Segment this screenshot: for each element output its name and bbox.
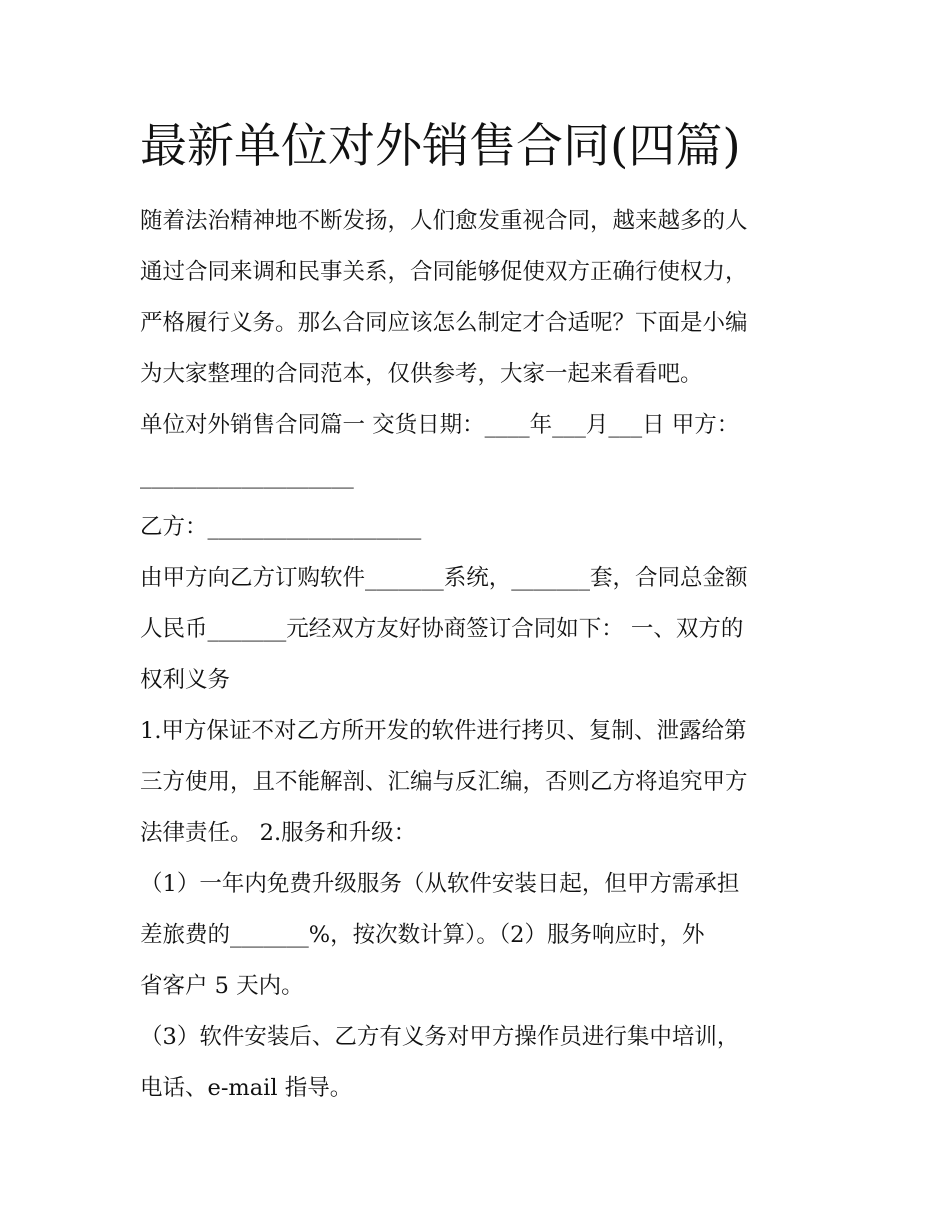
body-line: 电话、e-mail 指导。	[140, 1075, 353, 1101]
body-line: 通过合同来调和民事关系，合同能够促使双方正确行使权力，	[140, 259, 748, 285]
body-line: 由甲方向乙方订购软件_______系统，_______套，合同总金额	[140, 565, 748, 591]
body-line: 严格履行义务。那么合同应该怎么制定才合适呢？下面是小编	[140, 310, 748, 336]
body-line: 省客户 5 天内。	[140, 973, 304, 999]
body-line: 随着法治精神地不断发扬，人们愈发重视合同，越来越多的人	[140, 208, 748, 234]
document-title: 最新单位对外销售合同(四篇)	[140, 119, 741, 174]
body-line: ___________________	[140, 463, 354, 489]
body-line: 法律责任。 2.服务和升级：	[140, 820, 417, 846]
body-line: 为大家整理的合同范本，仅供参考，大家一起来看看吧。	[140, 361, 703, 387]
body-line: 权利义务	[140, 667, 231, 693]
body-line: （3）软件安装后、乙方有义务对甲方操作员进行集中培训，	[140, 1024, 740, 1050]
body-line: 三方使用，且不能解剖、汇编与反汇编，否则乙方将追究甲方	[140, 769, 748, 795]
body-line: 乙方：___________________	[140, 514, 422, 540]
body-line: 人民币_______元经双方友好协商签订合同如下： 一、双方的	[140, 616, 744, 642]
body-line: 差旅费的_______%，按次数计算）。（2）服务响应时，外	[140, 922, 705, 948]
document-body	[140, 196, 820, 1114]
body-line: 单位对外销售合同篇一 交货日期：____年___月___日 甲方：	[140, 412, 740, 438]
body-line: （1）一年内免费升级服务（从软件安装日起，但甲方需承担	[140, 871, 740, 897]
body-line: 1.甲方保证不对乙方所开发的软件进行拷贝、复制、泄露给第	[140, 718, 747, 744]
